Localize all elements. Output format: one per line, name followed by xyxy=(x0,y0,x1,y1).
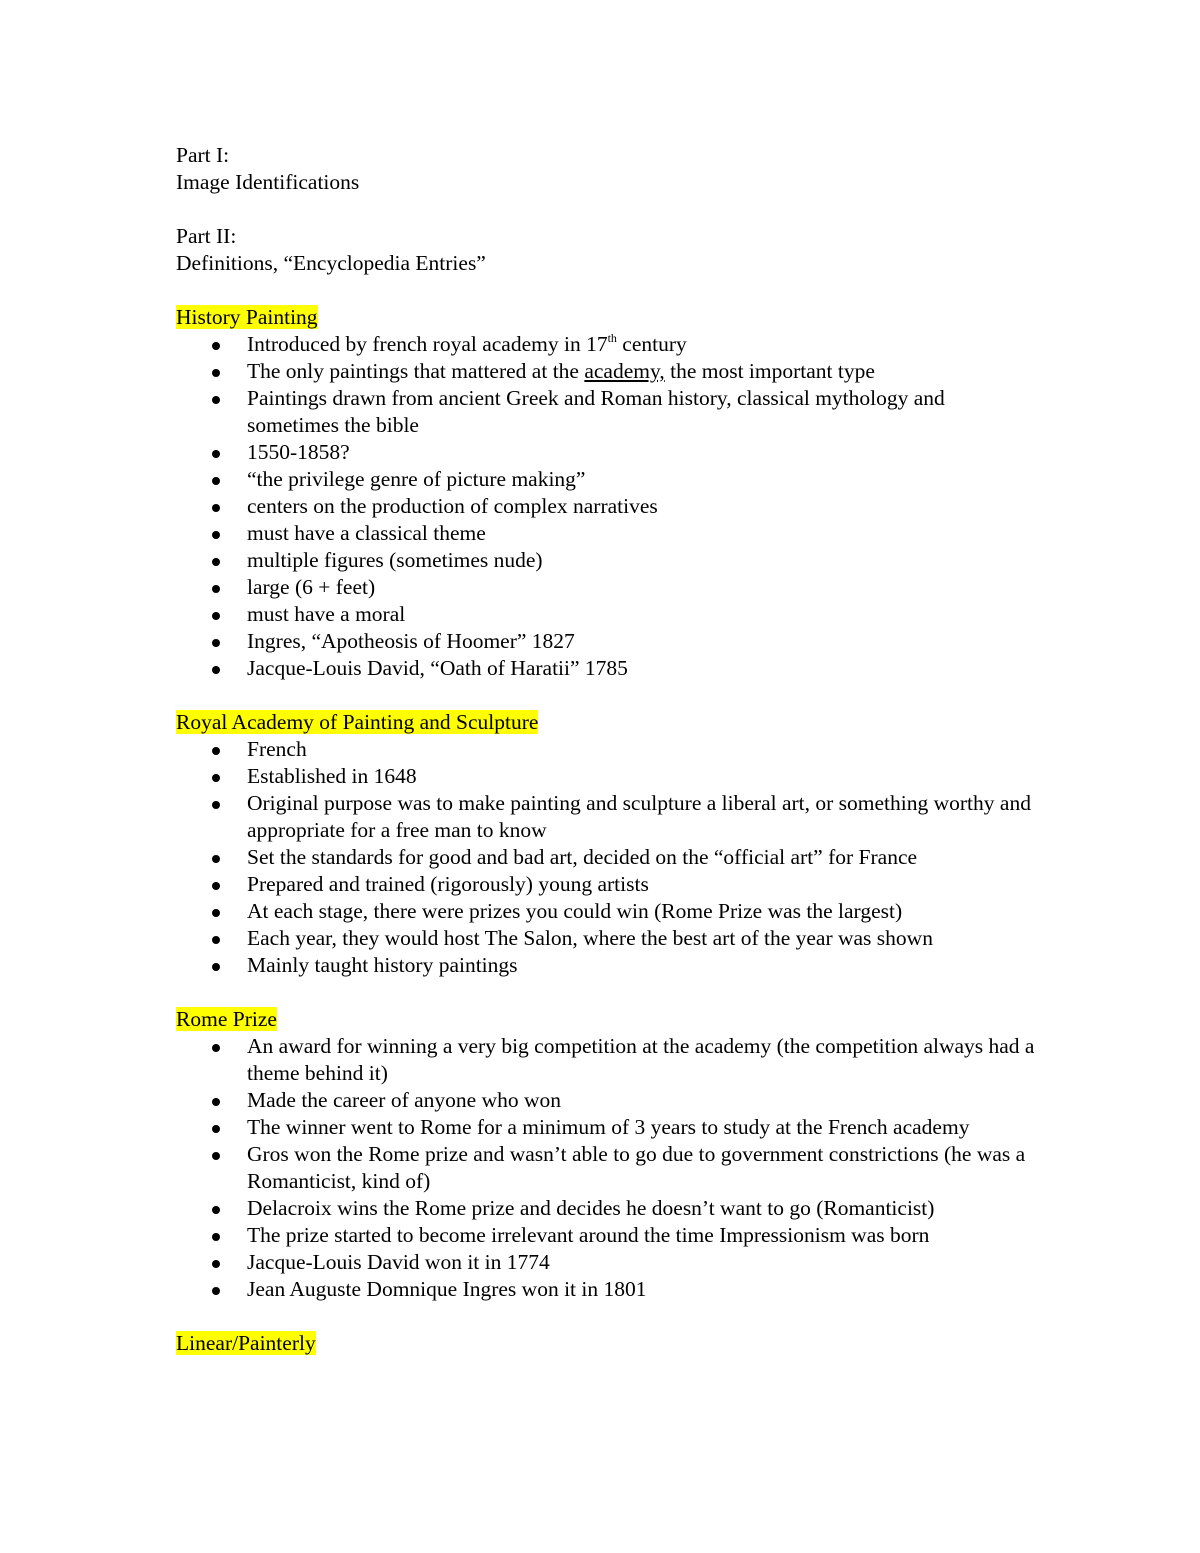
part2-label: Part II: xyxy=(176,224,237,248)
bullet-icon xyxy=(212,477,220,485)
rome-prize-heading xyxy=(176,1006,1036,1033)
part1-title: Image Identifications xyxy=(176,170,360,194)
underlined-text: academy, xyxy=(584,359,665,383)
royal-academy-list xyxy=(176,736,1036,979)
bullet-icon xyxy=(212,612,220,620)
bullet-icon xyxy=(212,1098,220,1106)
bullet-icon xyxy=(212,396,220,404)
list-item xyxy=(176,466,1036,493)
linear-painterly-heading-text: Linear/Painterly xyxy=(176,1331,316,1355)
list-item xyxy=(176,790,1036,844)
bullet-icon xyxy=(212,504,220,512)
part1-label: Part I: xyxy=(176,143,230,167)
bullet-icon xyxy=(212,801,220,809)
bullet-icon xyxy=(212,774,220,782)
list-item xyxy=(176,898,1036,925)
bullet-icon xyxy=(212,963,220,971)
list-item xyxy=(176,1249,1036,1276)
list-item-text: At each stage, there were prizes you could win (Rome Prize was the largest) xyxy=(247,899,903,923)
list-item xyxy=(176,574,1036,601)
spacer xyxy=(176,1303,1036,1330)
list-item-text: Established in 1648 xyxy=(247,764,417,788)
bullet-icon xyxy=(212,666,220,674)
document-body xyxy=(176,142,1036,1357)
list-item-text: An award for winning a very big competition at the academy (the competition always had a theme behind it) xyxy=(247,1034,1035,1085)
list-item xyxy=(176,1114,1036,1141)
superscript: th xyxy=(607,331,617,345)
list-item-text: Jacque-Louis David, “Oath of Haratii” 1785 xyxy=(247,656,628,680)
list-item xyxy=(176,763,1036,790)
list-item xyxy=(176,493,1036,520)
list-item-text: Gros won the Rome prize and wasn’t able to go due to government constrictions (he was a Romanticist, kind of) xyxy=(247,1142,1026,1193)
bullet-icon xyxy=(212,585,220,593)
linear-painterly-heading xyxy=(176,1330,1036,1357)
list-item-text: Paintings drawn from ancient Greek and Roman history, classical mythology and sometimes the bible xyxy=(247,386,945,437)
list-item xyxy=(176,385,1036,439)
list-item-text: centers on the production of complex narratives xyxy=(247,494,658,518)
list-item xyxy=(176,1276,1036,1303)
bullet-icon xyxy=(212,1125,220,1133)
bullet-icon xyxy=(212,1287,220,1295)
list-item-text: Prepared and trained (rigorously) young artists xyxy=(247,872,649,896)
bullet-icon xyxy=(212,558,220,566)
bullet-icon xyxy=(212,639,220,647)
history-painting-heading xyxy=(176,304,1036,331)
history-painting-list xyxy=(176,331,1036,682)
bullet-icon xyxy=(212,882,220,890)
list-item xyxy=(176,1141,1036,1195)
bullet-icon xyxy=(212,855,220,863)
list-item-text: The winner went to Rome for a minimum of 3 years to study at the French academy xyxy=(247,1115,970,1139)
list-item xyxy=(176,1222,1036,1249)
list-item-text: must have a moral xyxy=(247,602,406,626)
list-item-text: Jean Auguste Domnique Ingres won it in 1801 xyxy=(247,1277,647,1301)
bullet-icon xyxy=(212,369,220,377)
bullet-icon xyxy=(212,1206,220,1214)
list-item-text: Ingres, “Apotheosis of Hoomer” 1827 xyxy=(247,629,575,653)
spacer xyxy=(176,979,1036,1006)
list-item-text: Introduced by french royal academy in 17 xyxy=(247,332,608,356)
list-item-text: Made the career of anyone who won xyxy=(247,1088,562,1112)
part2-title: Definitions, “Encyclopedia Entries” xyxy=(176,251,486,275)
bullet-icon xyxy=(212,1233,220,1241)
bullet-icon xyxy=(212,450,220,458)
list-item xyxy=(176,952,1036,979)
list-item xyxy=(176,547,1036,574)
bullet-icon xyxy=(212,1152,220,1160)
royal-academy-heading xyxy=(176,709,1036,736)
list-item-text: Each year, they would host The Salon, where the best art of the year was shown xyxy=(247,926,933,950)
list-item-text: large (6 + feet) xyxy=(247,575,376,599)
list-item-text: the most important type xyxy=(664,359,875,383)
bullet-icon xyxy=(212,1044,220,1052)
list-item xyxy=(176,1087,1036,1114)
list-item xyxy=(176,358,1036,385)
list-item-text: “the privilege genre of picture making” xyxy=(247,467,586,491)
list-item-text: Set the standards for good and bad art, decided on the “official art” for France xyxy=(247,845,918,869)
list-item xyxy=(176,655,1036,682)
list-item xyxy=(176,1033,1036,1087)
list-item-text: Mainly taught history paintings xyxy=(247,953,518,977)
bullet-icon xyxy=(212,936,220,944)
rome-prize-list xyxy=(176,1033,1036,1303)
rome-prize-heading-text: Rome Prize xyxy=(176,1007,277,1031)
list-item-text: Delacroix wins the Rome prize and decides he doesn’t want to go (Romanticist) xyxy=(247,1196,935,1220)
list-item-text: The prize started to become irrelevant around the time Impressionism was born xyxy=(247,1223,930,1247)
royal-academy-heading-text: Royal Academy of Painting and Sculpture xyxy=(176,710,539,734)
list-item-text: multiple figures (sometimes nude) xyxy=(247,548,543,572)
list-item-text: 1550-1858? xyxy=(247,440,350,464)
spacer xyxy=(176,682,1036,709)
list-item-text: must have a classical theme xyxy=(247,521,486,545)
spacer xyxy=(176,277,1036,304)
bullet-icon xyxy=(212,1260,220,1268)
spacer xyxy=(176,196,1036,223)
history-painting-heading-text: History Painting xyxy=(176,305,318,329)
list-item xyxy=(176,844,1036,871)
list-item xyxy=(176,520,1036,547)
list-item xyxy=(176,925,1036,952)
bullet-icon xyxy=(212,531,220,539)
list-item xyxy=(176,331,1036,358)
list-item-text: The only paintings that mattered at the xyxy=(247,359,585,383)
list-item xyxy=(176,871,1036,898)
list-item xyxy=(176,439,1036,466)
list-item xyxy=(176,1195,1036,1222)
list-item xyxy=(176,601,1036,628)
bullet-icon xyxy=(212,747,220,755)
list-item xyxy=(176,628,1036,655)
bullet-icon xyxy=(212,342,220,350)
bullet-icon xyxy=(212,909,220,917)
list-item-text: Original purpose was to make painting and sculpture a liberal art, or something worthy and appropriate for a free man to know xyxy=(247,791,1031,842)
list-item-text: century xyxy=(616,332,687,356)
list-item-text: French xyxy=(247,737,307,761)
list-item-text: Jacque-Louis David won it in 1774 xyxy=(247,1250,550,1274)
list-item xyxy=(176,736,1036,763)
